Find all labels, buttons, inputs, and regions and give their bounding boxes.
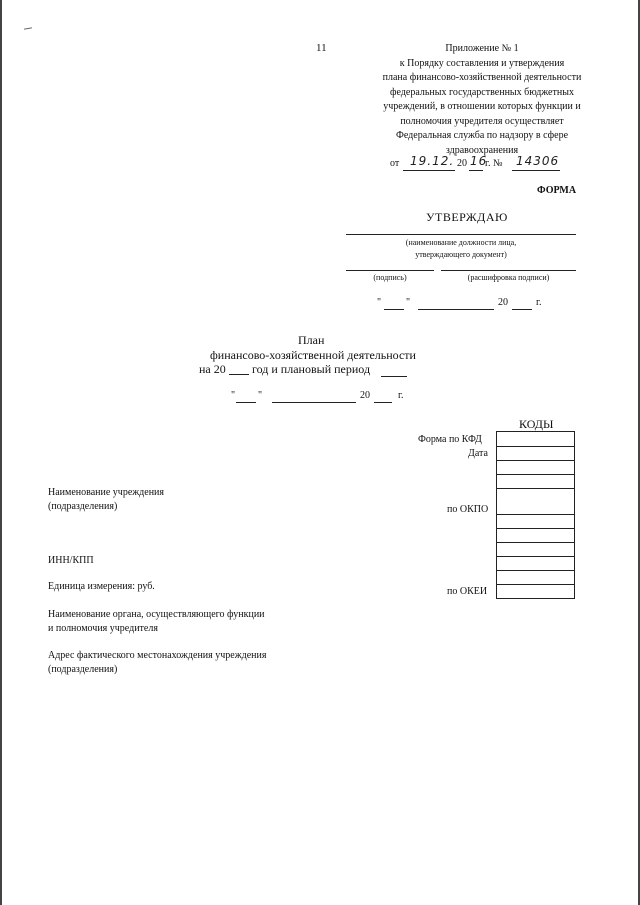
order-prefix: от (390, 158, 400, 169)
decoding-caption: (расшифровка подписи) (467, 273, 550, 282)
page-number: 11 (316, 42, 327, 54)
approval-title: УТВЕРЖДАЮ (426, 210, 508, 224)
order-number: 14306 (516, 154, 560, 168)
code-cell[interactable] (497, 557, 575, 571)
plan-year-line (229, 374, 249, 375)
appendix-line: плана финансово-хозяйственной деятельности (382, 72, 582, 83)
order-year-line (469, 170, 483, 171)
order-day-month: 19.12. (410, 154, 455, 168)
page-edge-left (0, 0, 2, 905)
okpo-label: по ОКПО (447, 504, 489, 515)
appendix-line: учреждений, в отношении которых функции и (383, 101, 581, 112)
position-caption (346, 237, 576, 261)
okei-label: по ОКЕИ (447, 586, 488, 597)
code-cell[interactable] (497, 529, 575, 543)
code-cell-okpo[interactable] (497, 515, 575, 529)
position-caption-line: утверждающего документ) (415, 250, 507, 259)
signature-caption: (подпись) (373, 273, 407, 282)
appendix-line: здравоохранения (445, 144, 519, 156)
appendix-line: к Порядку составления и утверждения (399, 57, 565, 69)
plan-date-year-line (374, 402, 392, 403)
order-year-prefix: 20 (457, 158, 467, 169)
appendix-line: полномочия учредителя осуществляет (400, 115, 564, 127)
approval-year-line (512, 309, 532, 310)
order-year-suffix: 16 (470, 154, 488, 168)
order-year-after: г. № (485, 158, 503, 169)
institution-name-label (48, 486, 164, 514)
form-label: ФОРМА (537, 185, 577, 196)
code-cell-form-kfd[interactable] (497, 432, 575, 447)
approval-day-line (384, 309, 404, 310)
date-label: Дата (468, 448, 488, 459)
plan-year-suffix: год и плановый период (252, 362, 371, 376)
appendix-title: Приложение № 1 (445, 43, 519, 54)
plan-day-line (236, 402, 256, 403)
appendix-line: федеральных государственных бюджетных (390, 86, 574, 98)
position-line (346, 234, 576, 235)
approval-date-quote-close: " (406, 297, 411, 308)
approval-month-line (418, 309, 494, 310)
appendix-block (366, 42, 598, 158)
unit-label: Единица измерения: руб. (48, 581, 155, 592)
code-cell[interactable] (497, 475, 575, 489)
codes-table (496, 431, 575, 599)
inn-kpp-label: ИНН/КПП (48, 555, 94, 566)
code-cell-date[interactable] (497, 447, 575, 461)
position-caption-line: (наименование должности лица, (405, 238, 517, 247)
address-label (48, 649, 266, 677)
form-kfd-label: Форма по КФД (418, 434, 482, 445)
order-date-line (403, 170, 455, 171)
institution-name-line: (подразделения) (48, 501, 118, 512)
plan-subtitle: финансово-хозяйственной деятельности (210, 348, 416, 362)
plan-date-quote-close: " (258, 390, 263, 401)
address-line: (подразделения) (48, 664, 118, 675)
code-cell[interactable] (497, 489, 575, 515)
scan-mark (24, 27, 32, 29)
codes-header: КОДЫ (519, 417, 554, 431)
plan-month-line (272, 402, 356, 403)
founder-line: и полномочия учредителя (48, 623, 158, 634)
code-cell[interactable] (497, 543, 575, 557)
approval-year: 20 (498, 297, 508, 308)
founder-line: Наименование органа, осуществляющего функции (48, 609, 265, 620)
code-cell-okei[interactable] (497, 585, 575, 599)
order-number-line (512, 170, 560, 171)
address-line: Адрес фактического местонахождения учреждения (48, 650, 267, 661)
plan-date-year-suffix: г. (398, 390, 404, 401)
code-cell[interactable] (497, 571, 575, 585)
signature-line (346, 270, 434, 271)
institution-name-line: Наименование учреждения (48, 487, 165, 498)
appendix-line: Федеральная служба по надзору в сфере (395, 130, 569, 141)
approval-date-quote-open: " (377, 297, 382, 308)
decoding-line (441, 270, 576, 271)
plan-date-year: 20 (360, 390, 370, 401)
plan-title: План (298, 333, 325, 347)
plan-date-quote-open: " (231, 390, 236, 401)
plan-period-line (381, 376, 407, 377)
plan-year-prefix: на 20 (199, 362, 226, 376)
founder-label (48, 608, 265, 636)
approval-year-suffix: г. (536, 297, 542, 308)
code-cell[interactable] (497, 461, 575, 475)
